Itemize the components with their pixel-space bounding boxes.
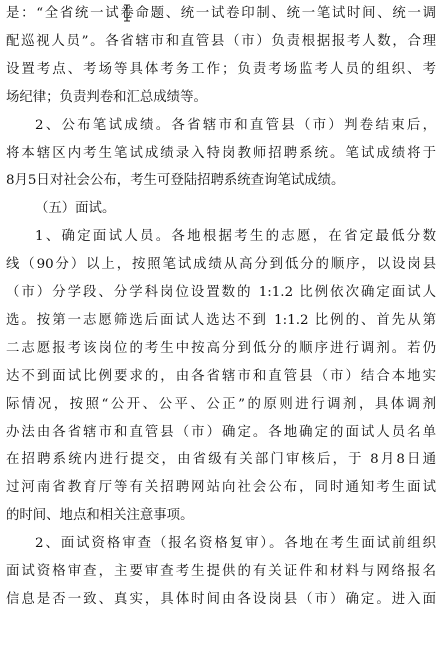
text-line: 2、公布笔试成绩。各省辖市和直管县（市）判卷结束后， (35, 117, 436, 133)
text-line: 将本辖区内考生笔试成绩录入特岗教师招聘系统。笔试成绩将于 (6, 145, 436, 161)
text-line: 2、面试资格审查（报名资格复审）。各地在考生面试前组织 (35, 536, 436, 552)
text-line: 在招聘系统内进行提交，由省级有关部门审核后，于 8月8日通 (6, 452, 436, 468)
text-line: 设置考点、考场等具体考务工作；负责考场监考人员的组织、考 (6, 61, 436, 77)
text-line: 线（90分）以上，按照笔试成绩从高分到低分的顺序，以设岗县 (6, 257, 436, 273)
text-line: 际情况，按照“公开、公平、公正”的原则进行调剂，具体调剂 (6, 396, 436, 412)
text-cursor-icon (122, 4, 132, 22)
text-line: 场纪律；负责判卷和汇总成绩等。 (6, 89, 207, 105)
text-line: 面试资格审查，主要审查考生提供的有关证件和材料与网络报名 (6, 564, 436, 579)
text-line: 办法由各省辖市和直管县（市）确定。各地确定的面试人员名单 (6, 424, 436, 440)
text-line: 1、确定面试人员。各地根据考生的志愿，在省定最低分数 (35, 229, 436, 245)
text-line: 8月5日对社会公布，考生可登陆招聘系统查询笔试成绩。 (6, 173, 345, 189)
text-line: （市）分学段、分学科岗位设置数的 1:1.2 比例依次确定面试人 (6, 285, 436, 300)
text-line: 配巡视人员”。各省辖市和直管县（市）负责根据报考人数，合理 (6, 33, 436, 49)
text-line: 二志愿报考该岗位的考生中按高分到低分的顺序进行调剂。若仍 (6, 340, 436, 356)
text-line: 信息是否一致、真实，具体时间由各设岗县（市）确定。进入面 (6, 591, 436, 607)
text-line: 的时间、地点和相关注意事项。 (6, 508, 194, 524)
text-line: （五）面试。 (35, 201, 116, 217)
text-line: 选。按第一志愿筛选后面试人选达不到 1:1.2 比例的、首先从第 (6, 312, 436, 328)
text-line: 是：“全省统一试卷命题、统一试卷印制、统一笔试时间、统一调 (6, 6, 436, 21)
text-line: 过河南省教育厅等有关招聘网站向社会公布，同时通知考生面试 (6, 480, 436, 496)
text-line: 达不到面试比例要求的，由各省辖市和直管县（市）结合本地实 (6, 368, 436, 384)
